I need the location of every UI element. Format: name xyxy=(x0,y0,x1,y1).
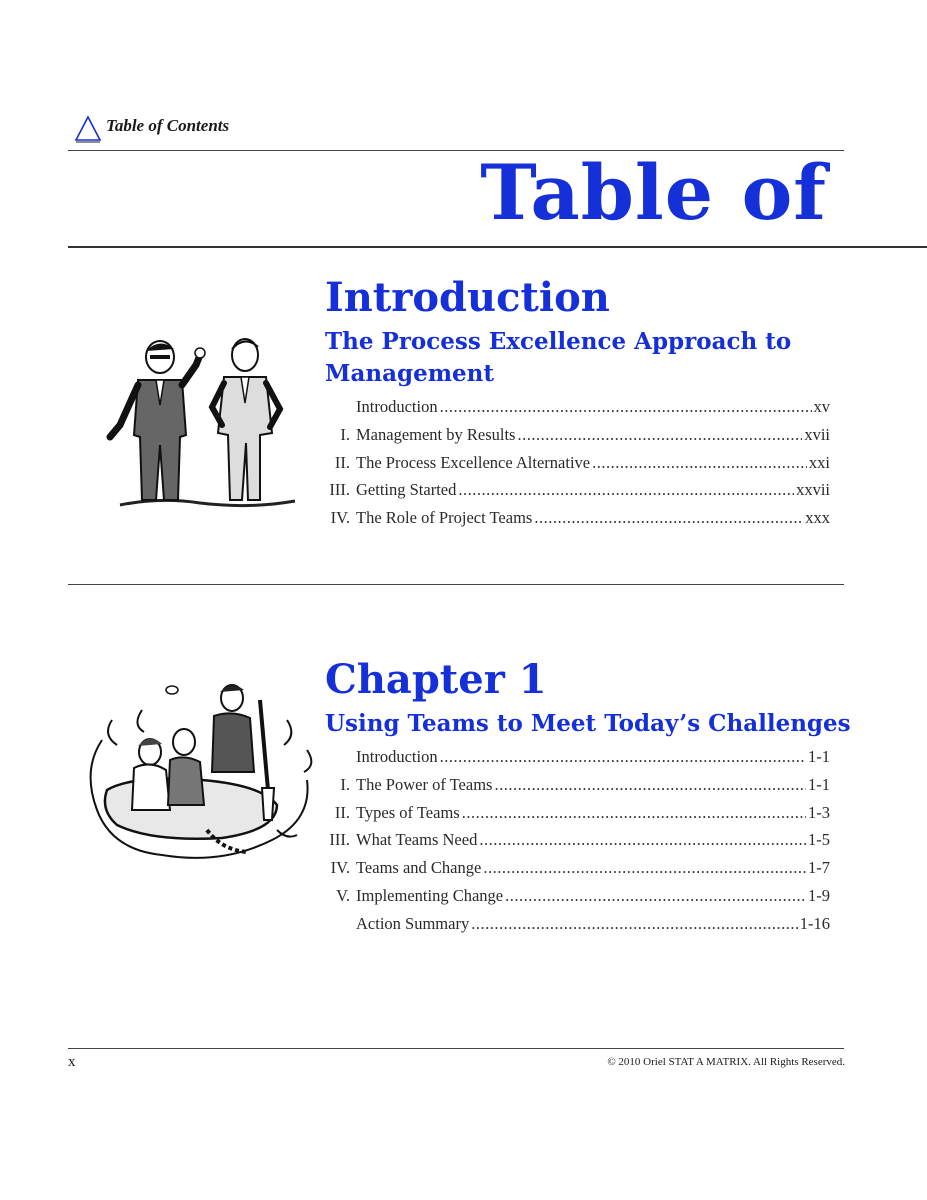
toc-entry[interactable]: IV. The Role of Project Teams ..... xxx xyxy=(310,508,830,536)
page-title: Table of xyxy=(480,148,827,237)
toc-entry[interactable]: I. Management by Results ..... xvii xyxy=(310,425,830,453)
section-subtitle-introduction: The Process Excellence Approach to Management xyxy=(325,328,792,387)
toc-entry[interactable]: Introduction ..... 1-1 xyxy=(310,747,830,775)
footer-rule xyxy=(68,1048,844,1049)
toc-entry[interactable]: III. What Teams Need ..... 1-5 xyxy=(310,830,830,858)
toc-entry[interactable]: V. Implementing Change ..... 1-9 xyxy=(310,886,830,914)
page-number: x xyxy=(68,1054,76,1070)
section-title-chapter-1: Chapter 1 xyxy=(325,656,547,703)
team-raft-illustration xyxy=(72,680,322,870)
two-businessmen-illustration xyxy=(100,325,300,515)
toc-entry[interactable]: Introduction ..... xv xyxy=(310,397,830,425)
copyright-notice: © 2010 Oriel STAT A MATRIX. All Rights Reserved. xyxy=(607,1056,845,1068)
toc-introduction xyxy=(310,397,830,536)
running-header xyxy=(74,114,229,144)
title-rule xyxy=(68,246,927,248)
section-divider xyxy=(68,584,844,585)
section-title-introduction: Introduction xyxy=(325,274,610,321)
toc-entry[interactable]: III. Getting Started ..... xxvii xyxy=(310,480,830,508)
toc-entry[interactable]: IV. Teams and Change ..... 1-7 xyxy=(310,858,830,886)
section-subtitle-chapter-1: Using Teams to Meet Today’s Challenges xyxy=(325,710,851,737)
running-header-label: Table of Contents xyxy=(106,116,230,135)
triangle-icon xyxy=(74,114,102,144)
toc-entry[interactable]: Action Summary ..... 1-16 xyxy=(310,914,830,942)
toc-chapter-1 xyxy=(310,747,830,942)
toc-entry[interactable]: II. Types of Teams ..... 1-3 xyxy=(310,803,830,831)
toc-entry[interactable]: II. The Process Excellence Alternative ..... xxi xyxy=(310,453,830,481)
toc-entry[interactable]: I. The Power of Teams ..... 1-1 xyxy=(310,775,830,803)
